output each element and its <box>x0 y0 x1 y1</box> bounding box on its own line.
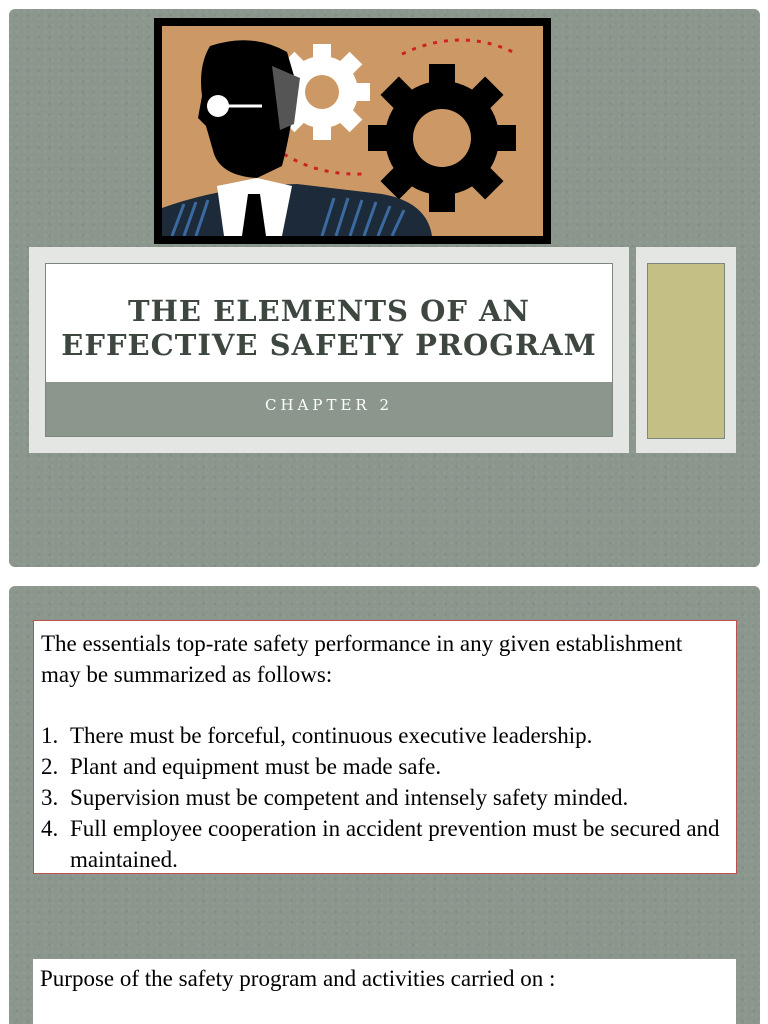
list-item <box>41 751 731 782</box>
list-text: There must be forceful, continuous executive leadership. <box>70 723 593 748</box>
title-box <box>45 263 613 437</box>
title-line-1: THE ELEMENTS OF AN <box>127 294 531 328</box>
list-text: Supervision must be competent and intensely safety minded. <box>70 785 629 810</box>
list-item <box>41 720 731 751</box>
title-band <box>29 247 629 453</box>
subtitle-bar <box>46 382 612 436</box>
essentials-list <box>41 720 731 875</box>
title-slide <box>9 9 760 567</box>
accent-panel-fill <box>647 263 725 439</box>
list-text: Plant and equipment must be made safe. <box>70 754 442 779</box>
content-slide <box>9 586 760 1024</box>
purpose-heading: Purpose of the safety program and activities carried on : <box>40 966 556 991</box>
title-line-2: EFFECTIVE SAFETY PROGRAM <box>61 328 597 362</box>
intro-text: The essentials top-rate safety performance in any given establishment may be summarized as follows: <box>41 631 683 687</box>
subtitle: CHAPTER 2 <box>264 396 394 414</box>
list-item <box>41 813 731 875</box>
list-number: 2. <box>41 754 59 779</box>
list-number: 4. <box>41 816 59 841</box>
list-number: 1. <box>41 723 59 748</box>
purpose-box <box>33 959 736 1024</box>
businessman-with-gears-icon <box>154 18 551 244</box>
list-text: Full employee cooperation in accident prevention must be secured and maintained. <box>70 816 720 872</box>
list-number: 3. <box>41 785 59 810</box>
page-title <box>46 294 612 362</box>
list-item <box>41 782 731 813</box>
essentials-box <box>33 620 737 874</box>
accent-panel <box>636 247 736 453</box>
